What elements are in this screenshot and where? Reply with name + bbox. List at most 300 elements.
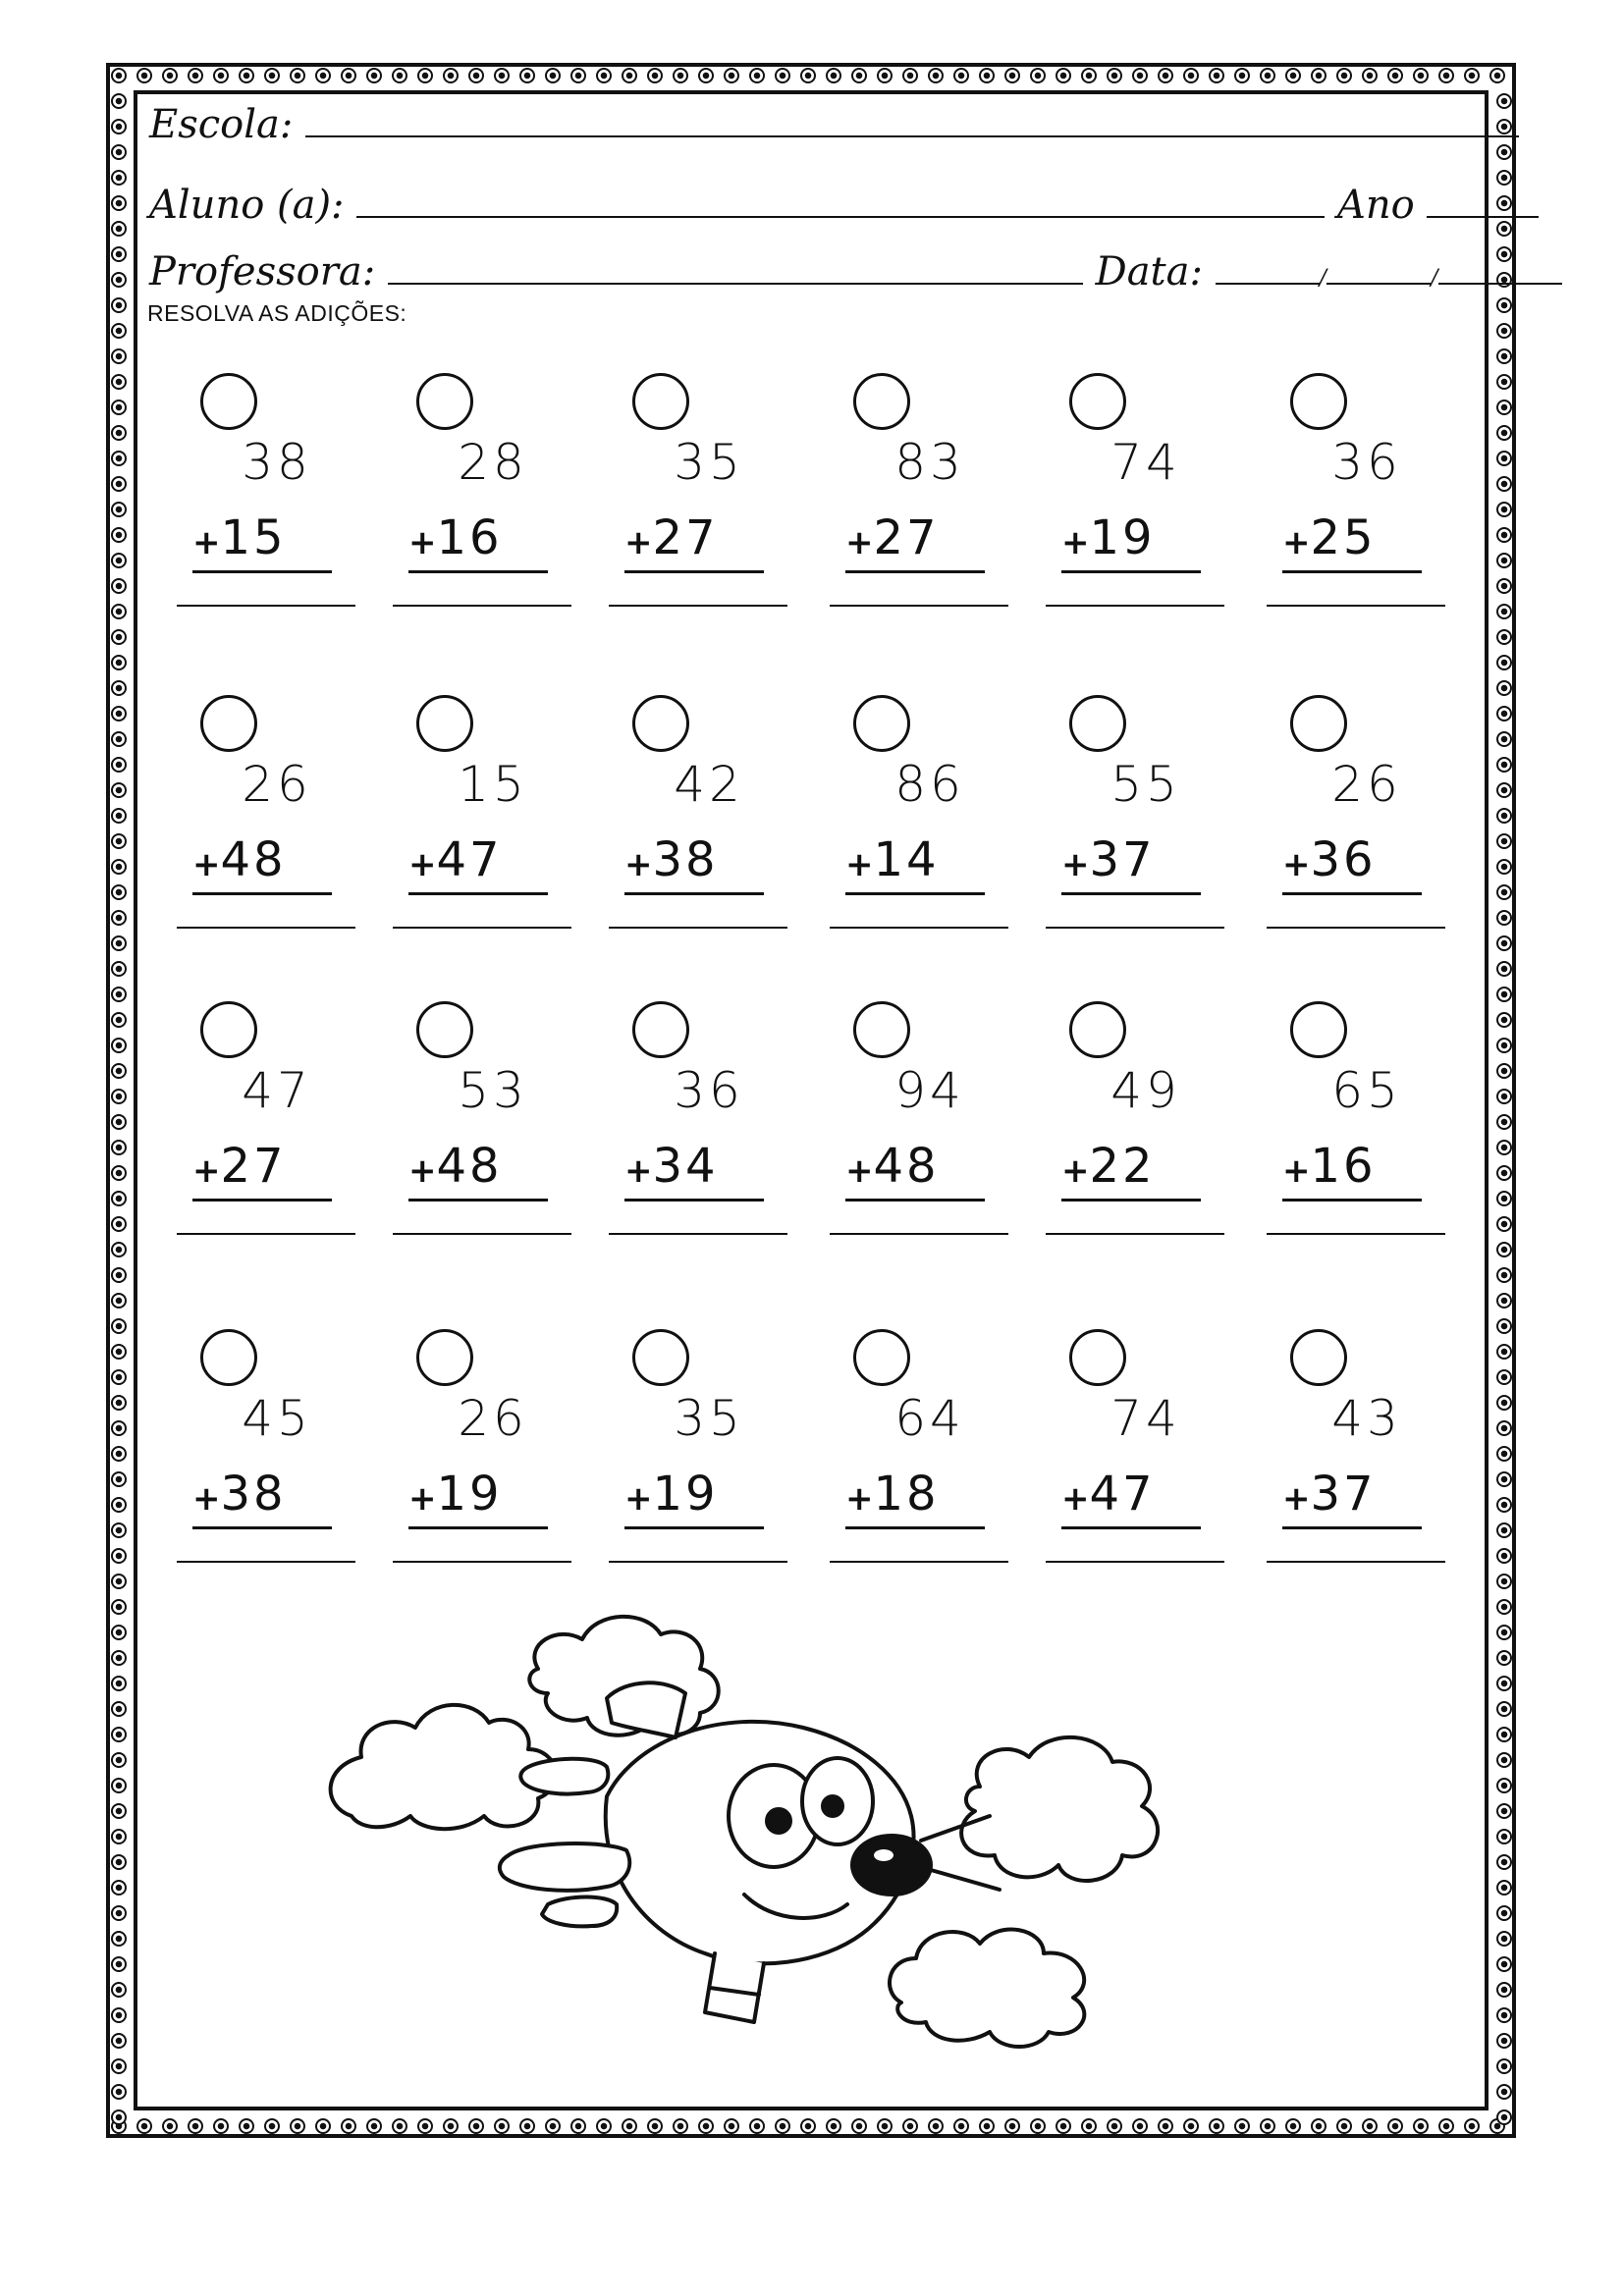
border-flower-icon bbox=[1496, 400, 1512, 415]
border-flower-icon bbox=[1496, 578, 1512, 594]
border-flower-icon bbox=[392, 68, 407, 83]
second-addend-row bbox=[1282, 832, 1422, 895]
border-flower-icon bbox=[1496, 1420, 1512, 1436]
border-flower-icon bbox=[622, 68, 637, 83]
second-addend-row bbox=[624, 510, 764, 573]
border-flower-icon bbox=[1496, 1471, 1512, 1487]
border-flower-icon bbox=[1311, 68, 1326, 83]
second-addend-row bbox=[192, 832, 332, 895]
second-addend-row bbox=[1061, 1139, 1201, 1201]
border-flower-icon bbox=[1496, 680, 1512, 696]
border-flower-icon bbox=[111, 1140, 127, 1155]
border-flower-icon bbox=[111, 1216, 127, 1232]
border-flower-icon bbox=[111, 1778, 127, 1793]
border-flower-icon bbox=[468, 68, 484, 83]
first-addend: 64 bbox=[894, 1390, 965, 1447]
second-addend-row bbox=[1061, 510, 1201, 573]
check-circle[interactable] bbox=[416, 1001, 473, 1058]
border-flower-icon bbox=[698, 68, 714, 83]
border-flower-icon bbox=[724, 2118, 739, 2134]
border-flower-icon bbox=[111, 170, 127, 186]
second-addend-row bbox=[1061, 832, 1201, 895]
check-circle[interactable] bbox=[1290, 1329, 1347, 1386]
border-flower-icon bbox=[1056, 2118, 1071, 2134]
check-circle[interactable] bbox=[1290, 373, 1347, 430]
first-addend: 74 bbox=[1110, 434, 1181, 491]
border-flower-icon bbox=[1496, 553, 1512, 568]
border-flower-icon bbox=[1496, 1854, 1512, 1870]
border-flower-icon bbox=[1311, 2118, 1326, 2134]
border-flower-icon bbox=[979, 68, 995, 83]
border-flower-icon bbox=[162, 68, 178, 83]
border-flower-icon bbox=[315, 2118, 331, 2134]
first-addend: 45 bbox=[242, 1390, 312, 1447]
border-flower-icon bbox=[111, 987, 127, 1002]
addition-problem bbox=[187, 1001, 373, 1296]
addition-problem bbox=[403, 1001, 589, 1296]
border-flower-icon bbox=[1496, 808, 1512, 824]
border-flower-icon bbox=[851, 68, 867, 83]
border-flower-icon bbox=[1496, 1752, 1512, 1768]
border-flower-icon bbox=[1260, 2118, 1275, 2134]
check-circle[interactable] bbox=[200, 1001, 257, 1058]
check-circle[interactable] bbox=[632, 695, 689, 752]
border-flower-icon bbox=[111, 884, 127, 900]
border-flower-icon bbox=[111, 859, 127, 875]
border-flower-icon bbox=[111, 297, 127, 313]
answer-line[interactable] bbox=[177, 927, 355, 929]
border-flower-icon bbox=[1183, 68, 1199, 83]
border-flower-icon bbox=[264, 2118, 280, 2134]
plus-sign: + bbox=[624, 1479, 653, 1519]
border-flower-icon bbox=[673, 68, 688, 83]
border-flower-icon bbox=[1496, 374, 1512, 390]
date-year-line[interactable] bbox=[1438, 283, 1562, 285]
student-label: Aluno (a): bbox=[149, 183, 345, 228]
addition-problem bbox=[187, 695, 373, 989]
border-flower-icon bbox=[928, 68, 944, 83]
border-flower-icon bbox=[1107, 68, 1122, 83]
student-line[interactable] bbox=[356, 216, 1325, 218]
check-circle[interactable] bbox=[416, 1329, 473, 1386]
border-flower-icon bbox=[1496, 1599, 1512, 1615]
border-flower-icon bbox=[111, 629, 127, 645]
border-flower-icon bbox=[111, 1676, 127, 1691]
instructions: RESOLVA AS ADIÇÕES: bbox=[147, 300, 407, 326]
border-flower-icon bbox=[111, 1191, 127, 1206]
answer-line[interactable] bbox=[177, 1233, 355, 1235]
addition-problem bbox=[1056, 373, 1242, 667]
border-flower-icon bbox=[239, 2118, 254, 2134]
border-flower-icon bbox=[1158, 2118, 1173, 2134]
border-flower-icon bbox=[111, 1114, 127, 1130]
border-flower-icon bbox=[1496, 2033, 1512, 2049]
check-circle[interactable] bbox=[853, 1329, 910, 1386]
answer-line[interactable] bbox=[1046, 927, 1224, 929]
second-addend: 37 bbox=[1310, 1467, 1377, 1522]
second-addend: 38 bbox=[652, 832, 719, 887]
border-flower-icon bbox=[1496, 961, 1512, 977]
school-line[interactable] bbox=[305, 135, 1519, 137]
border-flower-icon bbox=[111, 1344, 127, 1360]
second-addend-row bbox=[624, 1467, 764, 1529]
second-addend-row bbox=[408, 510, 548, 573]
check-circle[interactable] bbox=[1069, 695, 1126, 752]
border-flower-icon bbox=[1496, 1982, 1512, 1998]
border-flower-icon bbox=[1496, 910, 1512, 926]
school-field bbox=[149, 102, 1519, 147]
border-flower-icon bbox=[1413, 2118, 1429, 2134]
border-flower-icon bbox=[1107, 2118, 1122, 2134]
border-flower-icon bbox=[366, 68, 382, 83]
plus-sign: + bbox=[845, 1479, 874, 1519]
check-circle[interactable] bbox=[200, 373, 257, 430]
border-flower-icon bbox=[775, 68, 790, 83]
border-flower-icon bbox=[111, 961, 127, 977]
border-flower-icon bbox=[622, 2118, 637, 2134]
border-flower-icon bbox=[826, 68, 841, 83]
teacher-label: Professora: bbox=[149, 249, 376, 294]
border-flower-icon bbox=[1496, 1395, 1512, 1411]
border-flower-icon bbox=[111, 221, 127, 237]
border-flower-icon bbox=[111, 1242, 127, 1257]
plus-sign: + bbox=[408, 1479, 437, 1519]
border-flower-icon bbox=[1496, 2084, 1512, 2100]
check-circle[interactable] bbox=[200, 1329, 257, 1386]
answer-line[interactable] bbox=[393, 1233, 571, 1235]
plus-sign: + bbox=[845, 523, 874, 562]
border-flower-icon bbox=[1496, 2007, 1512, 2023]
border-flower-icon bbox=[1496, 1625, 1512, 1640]
first-addend: 36 bbox=[674, 1062, 744, 1119]
border-flower-icon bbox=[1496, 1574, 1512, 1589]
first-addend: 42 bbox=[674, 756, 744, 813]
border-flower-icon bbox=[1496, 706, 1512, 721]
plus-sign: + bbox=[1282, 523, 1311, 562]
border-flower-icon bbox=[111, 2007, 127, 2023]
first-addend: 26 bbox=[242, 756, 312, 813]
border-flower-icon bbox=[111, 195, 127, 211]
answer-line[interactable] bbox=[609, 605, 787, 607]
border-flower-icon bbox=[111, 808, 127, 824]
border-flower-icon bbox=[570, 68, 586, 83]
plus-sign: + bbox=[1282, 845, 1311, 884]
answer-line[interactable] bbox=[393, 605, 571, 607]
second-addend-row bbox=[408, 1139, 548, 1201]
border-flower-icon bbox=[1496, 502, 1512, 517]
border-flower-icon bbox=[1004, 68, 1020, 83]
border-flower-icon bbox=[111, 1650, 127, 1666]
teacher-field bbox=[149, 249, 1562, 294]
border-flower-icon bbox=[1496, 1803, 1512, 1819]
check-circle[interactable] bbox=[416, 373, 473, 430]
border-flower-icon bbox=[1496, 1191, 1512, 1206]
addition-problem bbox=[619, 1329, 805, 1624]
addition-problem bbox=[619, 1001, 805, 1296]
answer-line[interactable] bbox=[830, 1561, 1008, 1563]
border-flower-icon bbox=[443, 68, 459, 83]
border-flower-icon bbox=[111, 374, 127, 390]
border-flower-icon bbox=[1496, 1012, 1512, 1028]
first-addend: 26 bbox=[1331, 756, 1402, 813]
first-addend: 47 bbox=[242, 1062, 312, 1119]
border-flower-icon bbox=[1496, 1063, 1512, 1079]
check-circle[interactable] bbox=[1290, 695, 1347, 752]
first-addend: 49 bbox=[1110, 1062, 1181, 1119]
first-addend: 94 bbox=[894, 1062, 965, 1119]
border-flower-icon bbox=[1496, 1548, 1512, 1564]
addition-problem bbox=[403, 695, 589, 989]
border-flower-icon bbox=[392, 2118, 407, 2134]
border-flower-icon bbox=[1387, 68, 1403, 83]
second-addend: 47 bbox=[1089, 1467, 1156, 1522]
answer-line[interactable] bbox=[393, 1561, 571, 1563]
border-flower-icon bbox=[1496, 451, 1512, 466]
border-flower-icon bbox=[417, 68, 433, 83]
border-flower-icon bbox=[596, 2118, 612, 2134]
border-flower-icon bbox=[1362, 2118, 1378, 2134]
date-day-line[interactable] bbox=[1216, 283, 1320, 285]
border-flower-icon bbox=[111, 731, 127, 747]
border-flower-icon bbox=[1496, 1522, 1512, 1538]
answer-line[interactable] bbox=[609, 1233, 787, 1235]
check-circle[interactable] bbox=[416, 695, 473, 752]
check-circle[interactable] bbox=[1069, 1329, 1126, 1386]
border-flower-icon bbox=[111, 1548, 127, 1564]
border-flower-icon bbox=[1496, 604, 1512, 619]
answer-line[interactable] bbox=[177, 1561, 355, 1563]
second-addend-row bbox=[845, 832, 985, 895]
border-flower-icon bbox=[111, 1574, 127, 1589]
answer-line[interactable] bbox=[830, 605, 1008, 607]
second-addend: 14 bbox=[873, 832, 940, 887]
border-flower-icon bbox=[111, 527, 127, 543]
addition-problem bbox=[187, 1329, 373, 1624]
second-addend-row bbox=[1282, 1467, 1422, 1529]
addition-problem bbox=[619, 695, 805, 989]
check-circle[interactable] bbox=[632, 373, 689, 430]
border-flower-icon bbox=[1413, 68, 1429, 83]
border-flower-icon bbox=[800, 68, 816, 83]
answer-line[interactable] bbox=[830, 927, 1008, 929]
plus-sign: + bbox=[1061, 523, 1090, 562]
check-circle[interactable] bbox=[1069, 1001, 1126, 1058]
addition-problem bbox=[187, 373, 373, 667]
border-flower-icon bbox=[1362, 68, 1378, 83]
answer-line[interactable] bbox=[393, 927, 571, 929]
border-flower-icon bbox=[979, 2118, 995, 2134]
check-circle[interactable] bbox=[1069, 373, 1126, 430]
check-circle[interactable] bbox=[853, 1001, 910, 1058]
first-addend: 43 bbox=[1331, 1390, 1402, 1447]
border-flower-icon bbox=[877, 2118, 893, 2134]
plus-sign: + bbox=[1061, 1151, 1090, 1191]
year-line[interactable] bbox=[1427, 216, 1539, 218]
border-flower-icon bbox=[162, 2118, 178, 2134]
check-circle[interactable] bbox=[632, 1001, 689, 1058]
answer-line[interactable] bbox=[1267, 605, 1445, 607]
border-flower-icon bbox=[111, 1752, 127, 1768]
border-flower-icon bbox=[111, 144, 127, 160]
border-flower-icon bbox=[1496, 1727, 1512, 1742]
answer-line[interactable] bbox=[1046, 605, 1224, 607]
plus-sign: + bbox=[408, 523, 437, 562]
border-flower-icon bbox=[136, 2118, 152, 2134]
border-flower-icon bbox=[673, 2118, 688, 2134]
border-flower-icon bbox=[1496, 1676, 1512, 1691]
border-flower-icon bbox=[1464, 68, 1480, 83]
border-flower-icon bbox=[111, 246, 127, 262]
border-flower-icon bbox=[213, 2118, 229, 2134]
plus-sign: + bbox=[192, 523, 221, 562]
second-addend: 19 bbox=[652, 1467, 719, 1522]
border-flower-icon bbox=[1496, 1446, 1512, 1462]
plus-sign: + bbox=[624, 1151, 653, 1191]
border-flower-icon bbox=[1496, 1956, 1512, 1972]
border-flower-icon bbox=[111, 1701, 127, 1717]
first-addend: 83 bbox=[894, 434, 965, 491]
second-addend-row bbox=[845, 1139, 985, 1201]
border-flower-icon bbox=[417, 2118, 433, 2134]
first-addend: 36 bbox=[1331, 434, 1402, 491]
border-flower-icon bbox=[647, 2118, 663, 2134]
border-flower-icon bbox=[1132, 68, 1148, 83]
answer-line[interactable] bbox=[177, 605, 355, 607]
border-flower-icon bbox=[239, 68, 254, 83]
second-addend-row bbox=[408, 832, 548, 895]
plus-sign: + bbox=[1282, 1151, 1311, 1191]
border-flower-icon bbox=[877, 68, 893, 83]
border-flower-icon bbox=[1081, 68, 1097, 83]
student-field bbox=[149, 183, 1539, 228]
border-flower-icon bbox=[111, 93, 127, 109]
check-circle[interactable] bbox=[632, 1329, 689, 1386]
border-flower-icon bbox=[1438, 68, 1454, 83]
border-flower-icon bbox=[341, 68, 356, 83]
second-addend: 15 bbox=[220, 510, 287, 565]
border-flower-icon bbox=[1496, 2109, 1512, 2125]
border-flower-icon bbox=[1496, 629, 1512, 645]
airplane-clouds-icon bbox=[312, 1610, 1235, 2081]
border-flower-icon bbox=[111, 1471, 127, 1487]
check-circle[interactable] bbox=[853, 695, 910, 752]
border-flower-icon bbox=[1496, 859, 1512, 875]
border-flower-icon bbox=[111, 578, 127, 594]
border-flower-icon bbox=[111, 1982, 127, 1998]
border-flower-icon bbox=[111, 323, 127, 339]
second-addend: 27 bbox=[873, 510, 940, 565]
addition-problem bbox=[403, 373, 589, 667]
border-flower-icon bbox=[1496, 1140, 1512, 1155]
second-addend: 48 bbox=[873, 1139, 940, 1194]
second-addend: 16 bbox=[436, 510, 503, 565]
border-flower-icon bbox=[1489, 68, 1505, 83]
teacher-line[interactable] bbox=[388, 283, 1083, 285]
first-addend: 74 bbox=[1110, 1390, 1181, 1447]
addition-problem bbox=[839, 1001, 1026, 1296]
border-flower-icon bbox=[1496, 782, 1512, 798]
border-flower-icon bbox=[1496, 1242, 1512, 1257]
border-flower-icon bbox=[1496, 1497, 1512, 1513]
border-flower-icon bbox=[111, 2058, 127, 2074]
check-circle[interactable] bbox=[853, 373, 910, 430]
border-flower-icon bbox=[111, 451, 127, 466]
border-flower-icon bbox=[519, 2118, 535, 2134]
border-flower-icon bbox=[1496, 731, 1512, 747]
answer-line[interactable] bbox=[609, 927, 787, 929]
check-circle[interactable] bbox=[200, 695, 257, 752]
border-flower-icon bbox=[1496, 1165, 1512, 1181]
check-circle[interactable] bbox=[1290, 1001, 1347, 1058]
border-flower-icon bbox=[111, 655, 127, 670]
answer-line[interactable] bbox=[609, 1561, 787, 1563]
first-addend: 38 bbox=[242, 434, 312, 491]
border-flower-icon bbox=[111, 425, 127, 441]
answer-line[interactable] bbox=[1267, 1233, 1445, 1235]
border-flower-icon bbox=[851, 2118, 867, 2134]
border-flower-icon bbox=[1081, 2118, 1097, 2134]
addition-problem bbox=[1276, 695, 1463, 989]
border-flower-icon bbox=[519, 68, 535, 83]
border-flower-icon bbox=[1030, 68, 1046, 83]
second-addend-row bbox=[1061, 1467, 1201, 1529]
border-flower-icon bbox=[111, 1931, 127, 1947]
date-separator: / bbox=[1431, 266, 1438, 291]
border-flower-icon bbox=[1496, 1880, 1512, 1896]
answer-line[interactable] bbox=[1046, 1561, 1224, 1563]
border-flower-icon bbox=[1496, 884, 1512, 900]
border-flower-icon bbox=[1496, 1038, 1512, 1053]
first-addend: 65 bbox=[1331, 1062, 1402, 1119]
answer-line[interactable] bbox=[1267, 1561, 1445, 1563]
border-flower-icon bbox=[1464, 2118, 1480, 2134]
border-flower-icon bbox=[1209, 2118, 1224, 2134]
answer-line[interactable] bbox=[1046, 1233, 1224, 1235]
border-flower-icon bbox=[749, 68, 765, 83]
border-flower-icon bbox=[902, 68, 918, 83]
answer-line[interactable] bbox=[1267, 927, 1445, 929]
border-flower-icon bbox=[111, 604, 127, 619]
border-flower-icon bbox=[111, 833, 127, 849]
border-flower-icon bbox=[1496, 2058, 1512, 2074]
first-addend: 28 bbox=[458, 434, 528, 491]
border-flower-icon bbox=[1234, 2118, 1250, 2134]
border-flower-icon bbox=[366, 2118, 382, 2134]
second-addend: 27 bbox=[220, 1139, 287, 1194]
addition-problem bbox=[1276, 373, 1463, 667]
plus-sign: + bbox=[624, 523, 653, 562]
border-flower-icon bbox=[596, 68, 612, 83]
border-flower-icon bbox=[749, 2118, 765, 2134]
second-addend: 18 bbox=[873, 1467, 940, 1522]
border-flower-icon bbox=[1496, 1293, 1512, 1308]
second-addend-row bbox=[408, 1467, 548, 1529]
first-addend: 26 bbox=[458, 1390, 528, 1447]
border-flower-icon bbox=[111, 1089, 127, 1104]
border-flower-icon bbox=[775, 2118, 790, 2134]
second-addend-row bbox=[1282, 510, 1422, 573]
border-flower-icon bbox=[1496, 476, 1512, 492]
border-flower-icon bbox=[1496, 1216, 1512, 1232]
border-flower-icon bbox=[111, 1165, 127, 1181]
addition-problem bbox=[403, 1329, 589, 1624]
answer-line[interactable] bbox=[830, 1233, 1008, 1235]
border-flower-icon bbox=[341, 2118, 356, 2134]
date-month-line[interactable] bbox=[1326, 283, 1431, 285]
border-flower-icon bbox=[1183, 2118, 1199, 2134]
school-label: Escola: bbox=[149, 102, 294, 147]
border-flower-icon bbox=[1030, 2118, 1046, 2134]
